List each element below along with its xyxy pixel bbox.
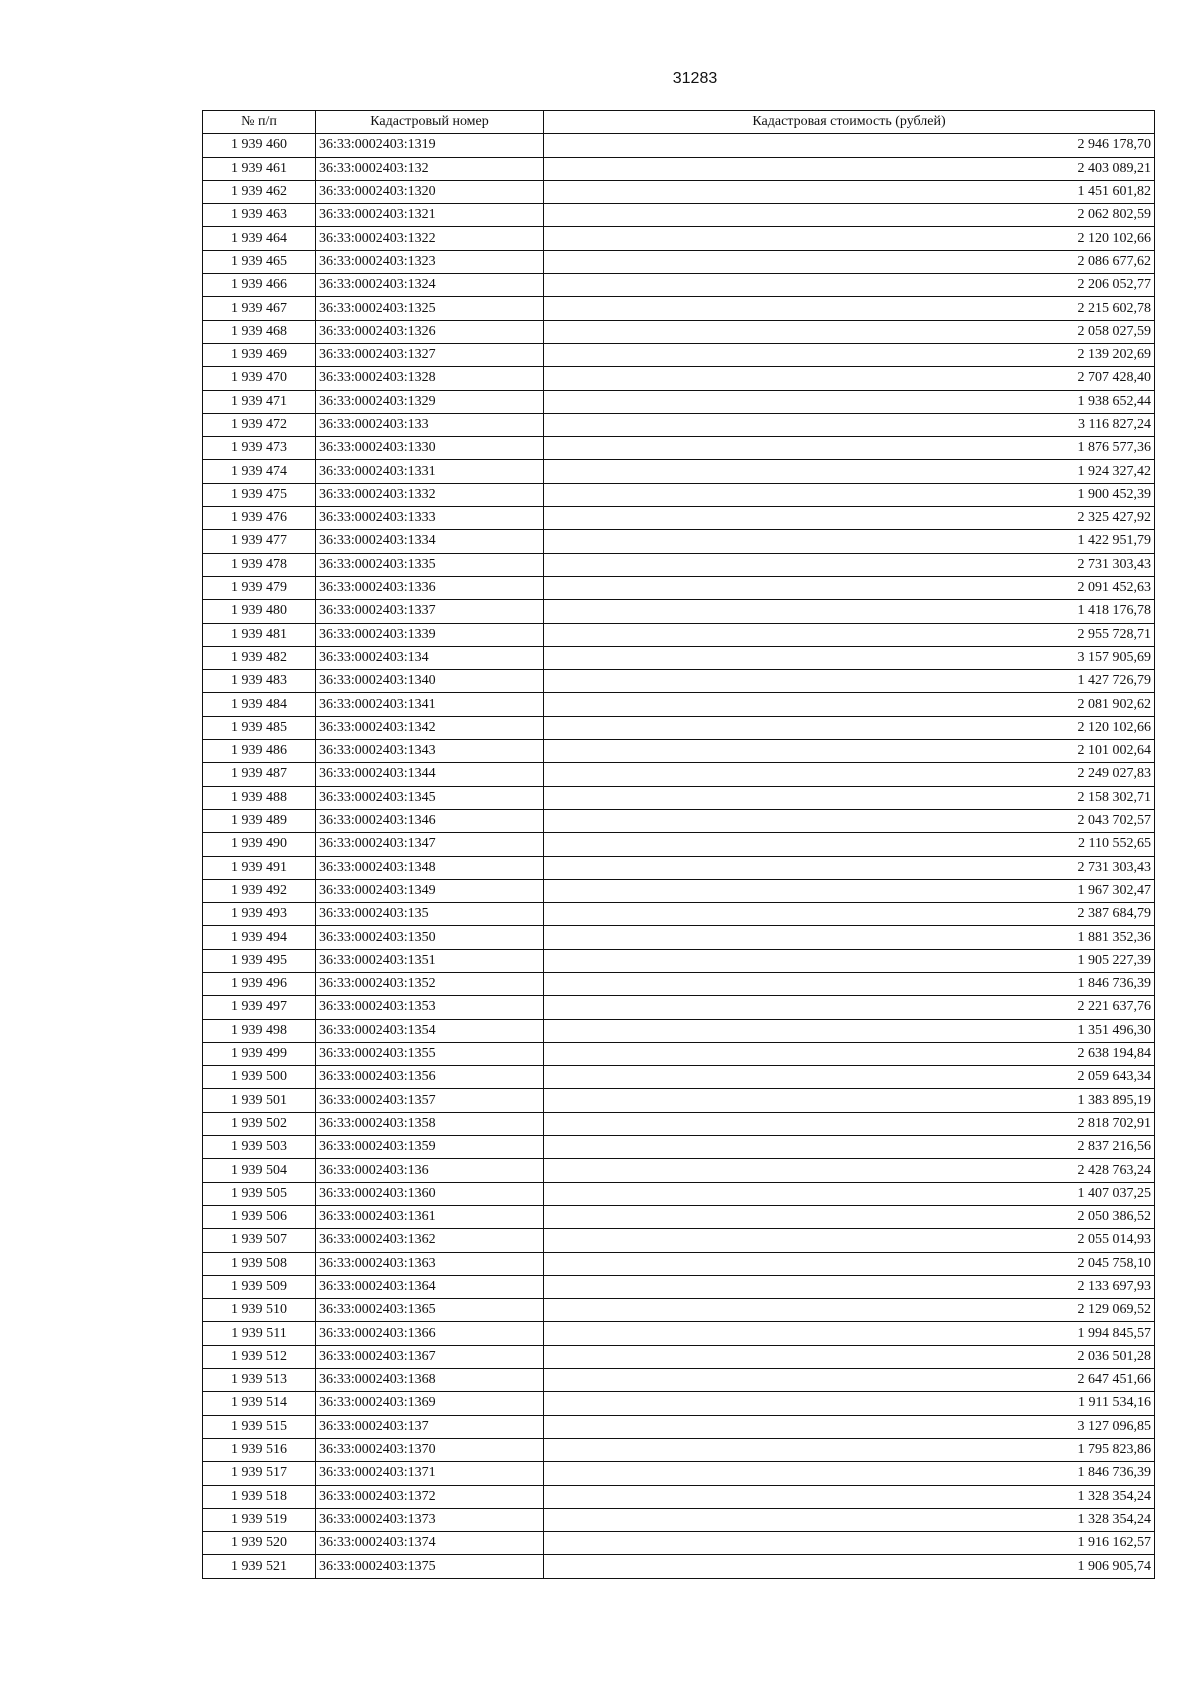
table-row [203,413,1155,436]
cell-cadastral-value: 2 043 702,57 [544,809,1155,832]
table-row [203,157,1155,180]
cell-cadastral-number: 36:33:0002403:1354 [316,1019,544,1042]
cell-cadastral-number: 36:33:0002403:1334 [316,530,544,553]
cell-cadastral-number: 36:33:0002403:1319 [316,134,544,157]
cell-cadastral-number: 36:33:0002403:1349 [316,879,544,902]
cell-cadastral-number: 36:33:0002403:1343 [316,740,544,763]
cell-index: 1 939 509 [203,1275,316,1298]
cell-cadastral-number: 36:33:0002403:1364 [316,1275,544,1298]
table-row [203,716,1155,739]
table-header [203,111,1155,134]
cell-cadastral-number: 36:33:0002403:1330 [316,437,544,460]
cell-cadastral-number: 36:33:0002403:1367 [316,1345,544,1368]
cell-index: 1 939 477 [203,530,316,553]
table-row [203,134,1155,157]
cell-cadastral-number: 36:33:0002403:1333 [316,507,544,530]
cell-cadastral-value: 2 818 702,91 [544,1112,1155,1135]
cell-cadastral-number: 36:33:0002403:1348 [316,856,544,879]
page-number: 31283 [672,70,718,87]
cell-cadastral-number: 36:33:0002403:1369 [316,1392,544,1415]
table-row [203,623,1155,646]
cell-cadastral-value: 2 120 102,66 [544,716,1155,739]
table-row [203,553,1155,576]
cell-index: 1 939 462 [203,180,316,203]
cell-index: 1 939 469 [203,343,316,366]
cell-index: 1 939 468 [203,320,316,343]
cell-index: 1 939 482 [203,646,316,669]
cell-cadastral-number: 36:33:0002403:1362 [316,1229,544,1252]
cell-cadastral-value: 1 846 736,39 [544,1462,1155,1485]
cell-index: 1 939 470 [203,367,316,390]
cell-cadastral-value: 2 647 451,66 [544,1369,1155,1392]
cell-cadastral-number: 36:33:0002403:1360 [316,1182,544,1205]
table-row [203,180,1155,203]
cell-cadastral-value: 1 938 652,44 [544,390,1155,413]
table-row [203,1322,1155,1345]
cell-cadastral-value: 1 328 354,24 [544,1485,1155,1508]
cell-index: 1 939 480 [203,600,316,623]
cell-cadastral-number: 36:33:0002403:1358 [316,1112,544,1135]
cell-index: 1 939 490 [203,833,316,856]
cell-index: 1 939 520 [203,1532,316,1555]
cell-cadastral-number: 36:33:0002403:1361 [316,1205,544,1228]
cell-cadastral-value: 1 900 452,39 [544,483,1155,506]
cell-cadastral-value: 1 351 496,30 [544,1019,1155,1042]
cell-index: 1 939 497 [203,996,316,1019]
cell-cadastral-number: 36:33:0002403:1359 [316,1136,544,1159]
cell-cadastral-number: 36:33:0002403:1346 [316,809,544,832]
cell-index: 1 939 478 [203,553,316,576]
cell-cadastral-value: 1 422 951,79 [544,530,1155,553]
table-row [203,996,1155,1019]
cell-index: 1 939 472 [203,413,316,436]
table-row [203,1369,1155,1392]
cell-cadastral-number: 36:33:0002403:1356 [316,1066,544,1089]
cell-cadastral-number: 36:33:0002403:1374 [316,1532,544,1555]
table-row [203,740,1155,763]
cell-index: 1 939 481 [203,623,316,646]
cell-cadastral-number: 36:33:0002403:1328 [316,367,544,390]
cell-index: 1 939 499 [203,1042,316,1065]
cell-cadastral-value: 1 876 577,36 [544,437,1155,460]
table-row [203,600,1155,623]
table-body [203,134,1155,1578]
cell-cadastral-value: 2 058 027,59 [544,320,1155,343]
table-row [203,1299,1155,1322]
cell-cadastral-value: 2 428 763,24 [544,1159,1155,1182]
cell-cadastral-number: 36:33:0002403:1325 [316,297,544,320]
table-row [203,856,1155,879]
cell-cadastral-number: 36:33:0002403:1329 [316,390,544,413]
table-row [203,1159,1155,1182]
cell-cadastral-value: 2 731 303,43 [544,856,1155,879]
table-row [203,320,1155,343]
table-row [203,693,1155,716]
cell-index: 1 939 483 [203,670,316,693]
cell-cadastral-value: 1 451 601,82 [544,180,1155,203]
cell-index: 1 939 484 [203,693,316,716]
cell-index: 1 939 465 [203,250,316,273]
table-row [203,437,1155,460]
cell-cadastral-value: 1 407 037,25 [544,1182,1155,1205]
cell-cadastral-value: 2 387 684,79 [544,903,1155,926]
cell-cadastral-number: 36:33:0002403:1341 [316,693,544,716]
cell-cadastral-number: 36:33:0002403:1321 [316,204,544,227]
cell-cadastral-value: 2 036 501,28 [544,1345,1155,1368]
cell-cadastral-number: 36:33:0002403:1347 [316,833,544,856]
cell-cadastral-value: 1 924 327,42 [544,460,1155,483]
cell-cadastral-number: 36:33:0002403:1353 [316,996,544,1019]
cell-index: 1 939 464 [203,227,316,250]
cell-cadastral-value: 2 837 216,56 [544,1136,1155,1159]
cell-cadastral-value: 1 967 302,47 [544,879,1155,902]
cell-cadastral-number: 36:33:0002403:134 [316,646,544,669]
cell-index: 1 939 515 [203,1415,316,1438]
cell-cadastral-value: 2 120 102,66 [544,227,1155,250]
cell-cadastral-value: 2 050 386,52 [544,1205,1155,1228]
cell-index: 1 939 485 [203,716,316,739]
cell-cadastral-number: 36:33:0002403:1335 [316,553,544,576]
cell-index: 1 939 495 [203,949,316,972]
cell-cadastral-value: 2 045 758,10 [544,1252,1155,1275]
cell-index: 1 939 516 [203,1438,316,1461]
cell-cadastral-value: 1 905 227,39 [544,949,1155,972]
cell-cadastral-value: 2 215 602,78 [544,297,1155,320]
cell-index: 1 939 518 [203,1485,316,1508]
cell-cadastral-number: 36:33:0002403:1366 [316,1322,544,1345]
cell-cadastral-value: 1 881 352,36 [544,926,1155,949]
cell-cadastral-number: 36:33:0002403:1336 [316,576,544,599]
cell-cadastral-value: 3 157 905,69 [544,646,1155,669]
cell-index: 1 939 467 [203,297,316,320]
cell-index: 1 939 486 [203,740,316,763]
cell-cadastral-value: 3 116 827,24 [544,413,1155,436]
cell-cadastral-value: 2 129 069,52 [544,1299,1155,1322]
cell-cadastral-number: 36:33:0002403:1324 [316,274,544,297]
cell-index: 1 939 487 [203,763,316,786]
cell-index: 1 939 503 [203,1136,316,1159]
cell-cadastral-value: 2 946 178,70 [544,134,1155,157]
cell-cadastral-value: 2 955 728,71 [544,623,1155,646]
cell-cadastral-value: 2 101 002,64 [544,740,1155,763]
cell-cadastral-value: 2 091 452,63 [544,576,1155,599]
table-row [203,1205,1155,1228]
cell-cadastral-number: 36:33:0002403:132 [316,157,544,180]
cell-cadastral-number: 36:33:0002403:1350 [316,926,544,949]
table-row [203,833,1155,856]
cell-cadastral-number: 36:33:0002403:1372 [316,1485,544,1508]
cell-cadastral-number: 36:33:0002403:1357 [316,1089,544,1112]
cell-cadastral-value: 2 325 427,92 [544,507,1155,530]
cell-cadastral-number: 36:33:0002403:1371 [316,1462,544,1485]
cell-index: 1 939 474 [203,460,316,483]
cell-index: 1 939 506 [203,1205,316,1228]
cell-cadastral-value: 1 328 354,24 [544,1508,1155,1531]
table-row [203,1392,1155,1415]
table-row [203,1112,1155,1135]
cell-cadastral-value: 1 418 176,78 [544,600,1155,623]
cell-cadastral-value: 2 249 027,83 [544,763,1155,786]
cell-cadastral-number: 36:33:0002403:1340 [316,670,544,693]
cell-index: 1 939 496 [203,972,316,995]
cell-index: 1 939 473 [203,437,316,460]
cell-cadastral-value: 1 383 895,19 [544,1089,1155,1112]
cell-index: 1 939 505 [203,1182,316,1205]
table-row [203,1136,1155,1159]
cell-index: 1 939 489 [203,809,316,832]
table-row [203,786,1155,809]
cell-index: 1 939 507 [203,1229,316,1252]
cell-cadastral-number: 36:33:0002403:1320 [316,180,544,203]
cell-index: 1 939 461 [203,157,316,180]
cell-cadastral-value: 1 911 534,16 [544,1392,1155,1415]
cell-index: 1 939 500 [203,1066,316,1089]
table-row [203,1089,1155,1112]
table-row [203,1462,1155,1485]
header-index: № п/п [203,111,316,134]
table-row [203,1042,1155,1065]
cell-cadastral-value: 1 906 905,74 [544,1555,1155,1578]
cell-index: 1 939 488 [203,786,316,809]
table-row [203,972,1155,995]
table-row [203,670,1155,693]
cell-cadastral-value: 2 086 677,62 [544,250,1155,273]
table-row [203,646,1155,669]
cell-index: 1 939 504 [203,1159,316,1182]
table-row [203,460,1155,483]
cell-cadastral-value: 1 795 823,86 [544,1438,1155,1461]
table-row [203,949,1155,972]
table-row [203,1485,1155,1508]
table-row [203,1438,1155,1461]
header-row [203,111,1155,134]
cell-cadastral-number: 36:33:0002403:1344 [316,763,544,786]
table-row [203,926,1155,949]
cell-cadastral-value: 2 731 303,43 [544,553,1155,576]
table-row [203,250,1155,273]
table-row [203,1555,1155,1578]
cell-index: 1 939 476 [203,507,316,530]
cell-index: 1 939 498 [203,1019,316,1042]
cell-cadastral-number: 36:33:0002403:1351 [316,949,544,972]
cell-index: 1 939 479 [203,576,316,599]
cell-cadastral-number: 36:33:0002403:1365 [316,1299,544,1322]
cell-cadastral-value: 2 638 194,84 [544,1042,1155,1065]
cell-cadastral-value: 2 206 052,77 [544,274,1155,297]
table-row [203,507,1155,530]
cell-cadastral-value: 2 110 552,65 [544,833,1155,856]
cell-cadastral-value: 2 055 014,93 [544,1229,1155,1252]
cell-cadastral-number: 36:33:0002403:1327 [316,343,544,366]
table-row [203,1019,1155,1042]
cell-cadastral-number: 36:33:0002403:137 [316,1415,544,1438]
cell-cadastral-value: 2 062 802,59 [544,204,1155,227]
cell-index: 1 939 510 [203,1299,316,1322]
cell-index: 1 939 501 [203,1089,316,1112]
table-row [203,1415,1155,1438]
cell-cadastral-value: 1 427 726,79 [544,670,1155,693]
table-row [203,879,1155,902]
table-row [203,297,1155,320]
table-row [203,204,1155,227]
cell-index: 1 939 512 [203,1345,316,1368]
cell-index: 1 939 460 [203,134,316,157]
header-cadastral-number: Кадастровый номер [316,111,544,134]
table-row [203,1275,1155,1298]
table-row [203,1252,1155,1275]
cell-cadastral-value: 2 133 697,93 [544,1275,1155,1298]
cell-cadastral-number: 36:33:0002403:136 [316,1159,544,1182]
table-row [203,1345,1155,1368]
cell-index: 1 939 463 [203,204,316,227]
cell-cadastral-number: 36:33:0002403:1332 [316,483,544,506]
cell-cadastral-number: 36:33:0002403:1363 [316,1252,544,1275]
cell-index: 1 939 494 [203,926,316,949]
table-row [203,483,1155,506]
cell-cadastral-number: 36:33:0002403:1339 [316,623,544,646]
cell-cadastral-number: 36:33:0002403:133 [316,413,544,436]
cell-cadastral-number: 36:33:0002403:1373 [316,1508,544,1531]
cell-index: 1 939 519 [203,1508,316,1531]
table-row [203,390,1155,413]
cell-cadastral-number: 36:33:0002403:1370 [316,1438,544,1461]
cell-cadastral-value: 2 403 089,21 [544,157,1155,180]
cell-index: 1 939 475 [203,483,316,506]
cell-index: 1 939 508 [203,1252,316,1275]
table-row [203,1508,1155,1531]
cell-cadastral-value: 3 127 096,85 [544,1415,1155,1438]
cell-cadastral-number: 36:33:0002403:1342 [316,716,544,739]
table-row [203,576,1155,599]
cell-cadastral-value: 2 139 202,69 [544,343,1155,366]
cell-cadastral-number: 36:33:0002403:1326 [316,320,544,343]
cell-cadastral-number: 36:33:0002403:1345 [316,786,544,809]
table-row [203,367,1155,390]
table-row [203,1229,1155,1252]
table-row [203,763,1155,786]
cell-index: 1 939 517 [203,1462,316,1485]
table-row [203,343,1155,366]
table-row [203,530,1155,553]
cell-index: 1 939 493 [203,903,316,926]
cell-index: 1 939 513 [203,1369,316,1392]
table-row [203,227,1155,250]
table-row [203,274,1155,297]
cell-cadastral-value: 2 707 428,40 [544,367,1155,390]
cell-cadastral-number: 36:33:0002403:1322 [316,227,544,250]
cell-index: 1 939 491 [203,856,316,879]
cell-cadastral-value: 2 158 302,71 [544,786,1155,809]
cell-index: 1 939 492 [203,879,316,902]
cell-index: 1 939 514 [203,1392,316,1415]
table-row [203,1066,1155,1089]
cell-index: 1 939 502 [203,1112,316,1135]
cell-cadastral-number: 36:33:0002403:1368 [316,1369,544,1392]
cell-cadastral-number: 36:33:0002403:1352 [316,972,544,995]
header-cadastral-value: Кадастровая стоимость (рублей) [544,111,1155,134]
cell-cadastral-number: 36:33:0002403:135 [316,903,544,926]
table-row [203,809,1155,832]
cell-cadastral-number: 36:33:0002403:1375 [316,1555,544,1578]
cell-cadastral-value: 2 221 637,76 [544,996,1155,1019]
cell-cadastral-value: 2 081 902,62 [544,693,1155,716]
cell-cadastral-number: 36:33:0002403:1337 [316,600,544,623]
cell-cadastral-number: 36:33:0002403:1355 [316,1042,544,1065]
cell-cadastral-value: 1 916 162,57 [544,1532,1155,1555]
cell-cadastral-number: 36:33:0002403:1331 [316,460,544,483]
cadastral-table [202,110,1155,1579]
cell-cadastral-value: 2 059 643,34 [544,1066,1155,1089]
table-row [203,903,1155,926]
cell-cadastral-number: 36:33:0002403:1323 [316,250,544,273]
table-row [203,1182,1155,1205]
table-row [203,1532,1155,1555]
cell-cadastral-value: 1 846 736,39 [544,972,1155,995]
cell-index: 1 939 511 [203,1322,316,1345]
cell-cadastral-value: 1 994 845,57 [544,1322,1155,1345]
cell-index: 1 939 521 [203,1555,316,1578]
cell-index: 1 939 466 [203,274,316,297]
cell-index: 1 939 471 [203,390,316,413]
